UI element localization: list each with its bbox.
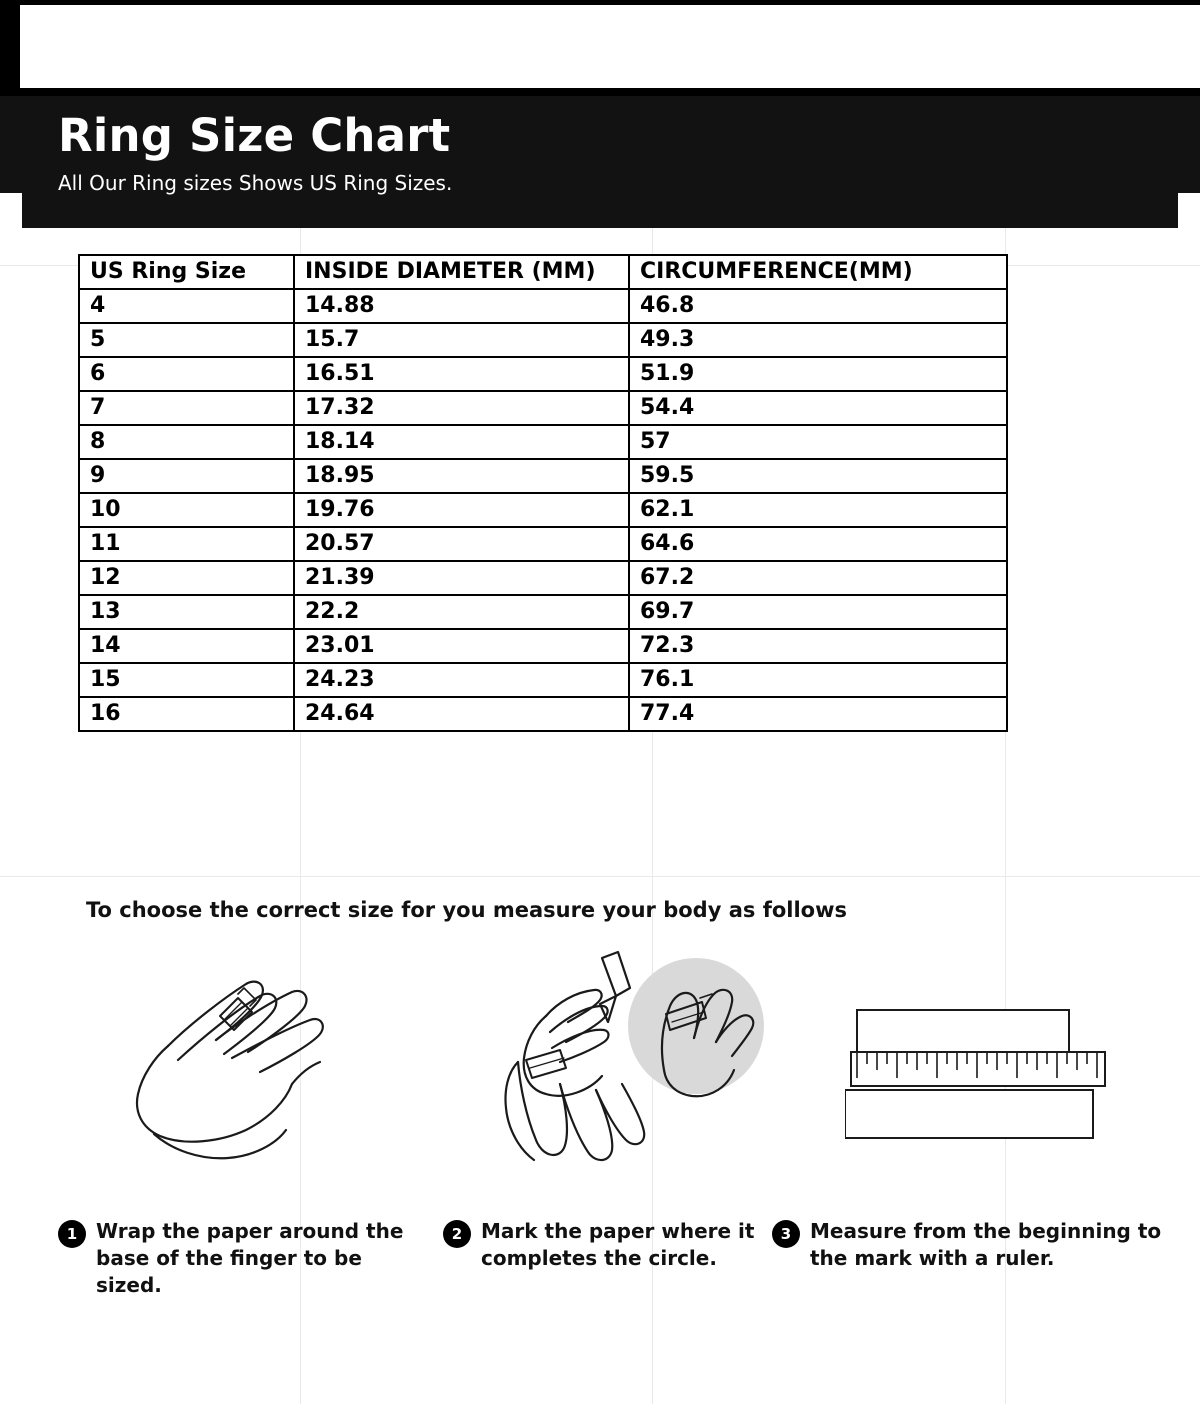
cell-us-ring-size: 11 bbox=[79, 527, 294, 561]
cell-circumference: 49.3 bbox=[629, 323, 1007, 357]
cell-us-ring-size: 7 bbox=[79, 391, 294, 425]
cell-us-ring-size: 15 bbox=[79, 663, 294, 697]
cell-circumference: 67.2 bbox=[629, 561, 1007, 595]
step-number-badge: 2 bbox=[443, 1220, 471, 1248]
cell-us-ring-size: 5 bbox=[79, 323, 294, 357]
column-header-circumference: CIRCUMFERENCE(MM) bbox=[629, 255, 1007, 289]
column-header-us-ring-size: US Ring Size bbox=[79, 255, 294, 289]
cell-circumference: 46.8 bbox=[629, 289, 1007, 323]
hand-with-paper-strip-icon bbox=[120, 954, 380, 1208]
cell-us-ring-size: 6 bbox=[79, 357, 294, 391]
cell-inside-diameter: 17.32 bbox=[294, 391, 629, 425]
table-row bbox=[79, 323, 1007, 357]
table-row bbox=[79, 527, 1007, 561]
cell-circumference: 64.6 bbox=[629, 527, 1007, 561]
cell-inside-diameter: 15.7 bbox=[294, 323, 629, 357]
ring-size-table-wrap bbox=[78, 254, 1006, 732]
step-text: Wrap the paper around the base of the finger to be sized. bbox=[96, 1219, 404, 1297]
measure-instruction: To choose the correct size for you measure your body as follows bbox=[86, 898, 847, 922]
cell-circumference: 69.7 bbox=[629, 595, 1007, 629]
cell-inside-diameter: 18.14 bbox=[294, 425, 629, 459]
cell-inside-diameter: 23.01 bbox=[294, 629, 629, 663]
cell-inside-diameter: 20.57 bbox=[294, 527, 629, 561]
cell-circumference: 72.3 bbox=[629, 629, 1007, 663]
cell-us-ring-size: 9 bbox=[79, 459, 294, 493]
cell-inside-diameter: 21.39 bbox=[294, 561, 629, 595]
table-row bbox=[79, 595, 1007, 629]
step-text: Mark the paper where it completes the circle. bbox=[481, 1219, 755, 1270]
cell-us-ring-size: 10 bbox=[79, 493, 294, 527]
cell-inside-diameter: 18.95 bbox=[294, 459, 629, 493]
cell-inside-diameter: 14.88 bbox=[294, 289, 629, 323]
table-row bbox=[79, 697, 1007, 731]
page-header bbox=[0, 96, 1200, 228]
cell-inside-diameter: 24.23 bbox=[294, 663, 629, 697]
table-row bbox=[79, 561, 1007, 595]
table-row bbox=[79, 391, 1007, 425]
table-row bbox=[79, 663, 1007, 697]
column-header-inside-diameter: INSIDE DIAMETER (MM) bbox=[294, 255, 629, 289]
page-guide-horizontal bbox=[0, 876, 1200, 877]
top-band-white-inset bbox=[20, 5, 1200, 88]
header-notch-left bbox=[0, 193, 22, 229]
step-text: Measure from the beginning to the mark with a ruler. bbox=[810, 1219, 1162, 1270]
page-subtitle: All Our Ring sizes Shows US Ring Sizes. bbox=[58, 171, 453, 195]
cell-circumference: 76.1 bbox=[629, 663, 1007, 697]
step-number-badge: 3 bbox=[772, 1220, 800, 1248]
cell-us-ring-size: 16 bbox=[79, 697, 294, 731]
ring-size-table bbox=[78, 254, 1008, 732]
table-row bbox=[79, 289, 1007, 323]
table-header-row bbox=[79, 255, 1007, 289]
step-number-badge: 1 bbox=[58, 1220, 86, 1248]
steps-row bbox=[0, 1210, 1200, 1300]
cell-inside-diameter: 24.64 bbox=[294, 697, 629, 731]
table-row bbox=[79, 425, 1007, 459]
top-black-band bbox=[0, 0, 1200, 96]
illustration-row bbox=[0, 944, 1200, 1204]
table-row bbox=[79, 459, 1007, 493]
cell-circumference: 51.9 bbox=[629, 357, 1007, 391]
cell-us-ring-size: 8 bbox=[79, 425, 294, 459]
cell-circumference: 57 bbox=[629, 425, 1007, 459]
step-3 bbox=[772, 1218, 1172, 1272]
cell-circumference: 62.1 bbox=[629, 493, 1007, 527]
table-row bbox=[79, 493, 1007, 527]
cell-us-ring-size: 14 bbox=[79, 629, 294, 663]
cell-us-ring-size: 12 bbox=[79, 561, 294, 595]
cell-inside-diameter: 22.2 bbox=[294, 595, 629, 629]
step-2 bbox=[443, 1218, 773, 1272]
cell-circumference: 77.4 bbox=[629, 697, 1007, 731]
cell-circumference: 54.4 bbox=[629, 391, 1007, 425]
table-row bbox=[79, 357, 1007, 391]
ruler-icon bbox=[845, 1004, 1115, 1148]
cell-us-ring-size: 13 bbox=[79, 595, 294, 629]
cell-us-ring-size: 4 bbox=[79, 289, 294, 323]
step-1 bbox=[58, 1218, 428, 1299]
header-notch-right bbox=[1178, 193, 1200, 229]
page-title: Ring Size Chart bbox=[58, 109, 451, 162]
table-row bbox=[79, 629, 1007, 663]
cell-inside-diameter: 16.51 bbox=[294, 357, 629, 391]
cell-circumference: 59.5 bbox=[629, 459, 1007, 493]
hand-marking-paper-icon bbox=[450, 944, 790, 1198]
cell-inside-diameter: 19.76 bbox=[294, 493, 629, 527]
